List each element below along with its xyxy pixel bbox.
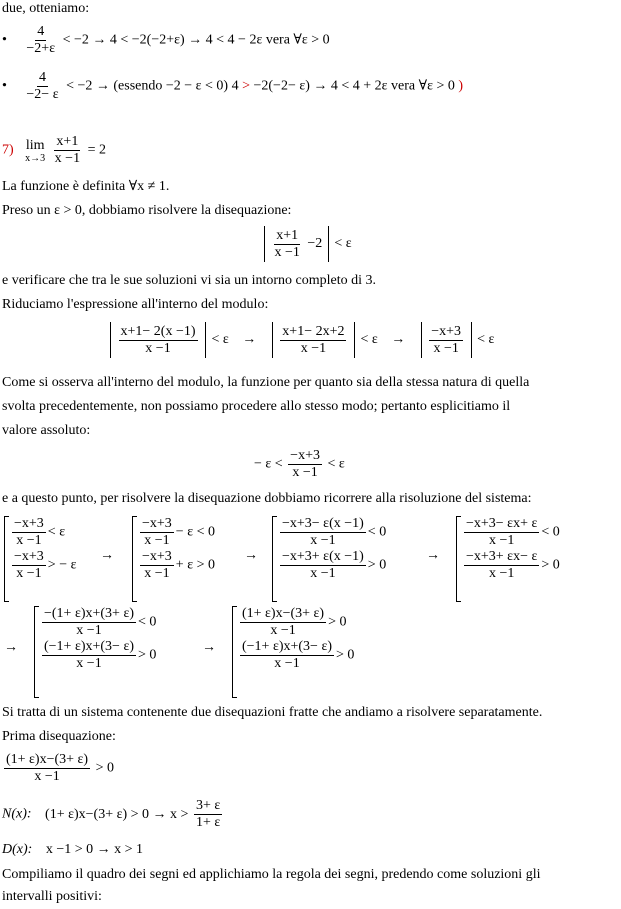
text-line: Si tratta di un sistema contenente due disequazioni fratte che andiamo a risolvere separatamente. [2,705,543,720]
text-line: valore assoluto: [2,423,91,438]
text-line: e verificare che tra le sue soluzioni vi sia un intorno completo di 3. [2,273,376,288]
fraction: $\frac{x+1}{x -1}$ [54,134,81,166]
system-3: $\frac{-x+3- \varepsilon(x -1)}{x -1}$ < 0 $\frac{-x+3+ \varepsilon(x -1)}{x -1}$ > 0 [282,516,387,581]
inequality-chain: < −2 → 4 < −2(−2+ε) → 4 < 4 − 2ε vera ∀ε > 0 [62,32,330,48]
bullet-2: • $\frac{4}{-2- \varepsilon}$ < −2 → (essendo −2 − ε < 0) 4 > −2(−2− ε) → 4 < 4 + 2ε vera ∀ε > 0 ) [2,70,464,102]
fraction: $\frac{4}{-2+\varepsilon}$ [26,24,56,56]
explicit-inequality: − ε < $\frac{-x+3}{x -1}$ < ε [254,448,345,480]
bullet-icon: • [2,32,7,48]
abs-inequality: $\frac{x+1}{x -1}$ −2 < ε [262,226,352,262]
exercise-number: 7) [2,142,14,158]
text-line: La funzione è definita ∀x ≠ 1. [2,179,170,194]
system-4: $\frac{-x+3- \varepsilon x+ \varepsilon}{x -1}$ < 0 $\frac{-x+3+ \varepsilon x- \varepsilon}{x -1}$ > 0 [466,516,560,581]
fraction: $\frac{4}{-2- \varepsilon}$ [26,70,59,102]
bullet-icon: • [2,78,7,94]
system-2: $\frac{-x+3}{x -1}$ − ε < 0 $\frac{-x+3}{x -1}$ + ε > 0 [142,516,215,581]
system-6: $\frac{(1+ \varepsilon)x-(3+ \varepsilon)}{x -1}$ > 0 $\frac{(-1+ \varepsilon)x+(3- \varepsilon)}{x -1}$ > 0 [242,606,355,671]
text-line: Prima disequazione: [2,729,116,744]
text-line: Riduciamo l'espressione all'interno del modulo: [2,297,269,312]
text-line: Come si osserva all'interno del modulo, la funzione per quanto sia della stessa natura di quella [2,375,530,390]
reduction-chain: $\frac{x+1- 2(x -1)}{x -1}$ < ε → $\frac{x+1- 2x+2}{x -1}$ < ε → $\frac{-x+3}{x -1}$ < ε [108,322,494,358]
text-line: Compiliamo il quadro dei segni ed applichiamo la regola dei segni, predendo come soluzioni gli [2,867,541,882]
bullet-1 [2,24,330,57]
text-line: e a questo punto, per risolvere la disequazione dobbiamo ricorrere alla risoluzione del sistema: [2,491,532,506]
limit: lim x→3 [25,137,46,164]
text-line: svolta precedentemente, non possiamo procedere allo stesso modo; pertanto esplicitiamo il [2,399,511,414]
text-line: Preso un ε > 0, dobbiamo risolvere la disequazione: [2,203,292,218]
denominator-condition: D(x): x −1 > 0 → x > 1 [2,842,143,857]
text-line: intervalli positivi: [2,889,102,904]
first-inequality: $\frac{(1+ \varepsilon)x-(3+ \varepsilon)}{x -1}$ > 0 [6,752,114,784]
intro-text: due, otteniamo: [2,1,90,16]
numerator-condition: N(x): (1+ ε)x−(3+ ε) > 0 → x > $\frac{3+ \varepsilon}{1+ \varepsilon}$ [2,798,221,830]
exercise-7: 7) lim x→3 $\frac{x+1}{x -1}$ = 2 [2,134,106,166]
system-5: $\frac{-(1+ \varepsilon)x+(3+ \varepsilon)}{x -1}$ < 0 $\frac{(-1+ \varepsilon)x+(3- \varepsilon)}{x -1}$ > 0 [44,606,157,671]
system-1: $\frac{-x+3}{x -1}$ < ε $\frac{-x+3}{x -1}$ > − ε [14,516,77,581]
